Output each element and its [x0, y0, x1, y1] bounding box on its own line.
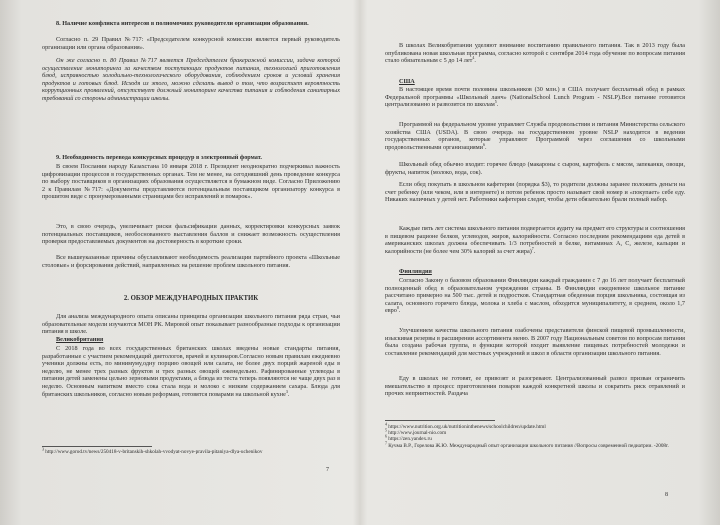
usa-paragraph: Программой на федеральном уровне управляет Служба продовольствия и питания Министерства сельского хозяйства США (USDA). В свою очередь на государственном уровне NSLP находится в ведении государственных органов, которые управляют Программой через соглашения со школьными продовольственными организациями$^6$.	[385, 121, 685, 151]
section-9-paragraph: Это, в свою очередь, увеличивает риски фальсификации данных, корректировки конкурсных заявок потенциальных поставщиков, необоснованного выставления баллов и снижает возможность осуществления проверки предоставляемых документов на достоверность в короткие сроки.	[42, 223, 340, 246]
finland-paragraph: Согласно Закону о базовом образовании Финляндии каждый гражданин с 7 до 16 лет получает бесплатный полноценный обед в образовательном учреждении страны. В Финляндии ежедневное школьное питание рассчитано примерно на 500 тыс. детей и подростков. Стандартная обеденная порция школьника, состоящая из салата, основного горячего блюда, молока и хлеба с маслом, обходится муниципалитету, в среднем, около 1,7 евро$^8$.	[385, 277, 685, 315]
section-9-paragraph: Все вышеуказанные причины обуславливают необходимость реализации партийного проекта «Школьные столовые» и форсирования действий, направленных на решение проблем школьного питания.	[42, 254, 340, 269]
right-page	[385, 0, 685, 525]
finland-heading: Финляндия	[399, 268, 432, 275]
page-number-right: 8	[665, 492, 668, 498]
footnote-6: $^6$ https://zen.yandex.ru	[385, 433, 432, 443]
usa-paragraph: В настоящее время почти половина школьников (30 млн.) в США получает бесплатный обед в рамках Федеральной программы «Школьный ланч» (NationalSchool Lunch Program - NSLP).Все питание готовится централизованно и развозится по школам$^5$.	[385, 86, 685, 109]
section-2-title: 2. ОБЗОР МЕЖДУНАРОДНЫХ ПРАКТИК	[123, 295, 259, 302]
uk-paragraph: С 2018 года во всех государственных британских школах введены новые стандарты питания, разработанные с участием рекомендаций диетологов, врачей и кулинаров.Согласно новым правилам ежедневно ученики должны есть, по минимуму,одну порцию овощей или салата, не более двух порций жареной еды в неделю, не менее трех разных фруктов и трех разных овощей еженедельно. Рафинированные углеводы в питании детей заменены цельно зерновыми продуктами, а блюда из теста теперь появляются не чаще двух раз в неделю. Основным напитком вместо сока стала вода и молоко с низким содержанием сахара. Блюда для британских школьников, согласно новым реформам, готовятся поварами на школьной кухне$^3$.	[42, 345, 340, 398]
footnote-mark: 3	[285, 388, 288, 394]
footnote-7: $^7$ Кучма В.Р., Горелова Ж.Ю. Международный опыт организации школьного питания //Вопросы современной педиатрии. -2008г.	[385, 439, 669, 449]
footnote-divider	[42, 446, 152, 447]
section-9-paragraph: В своем Послании народу Казахстана 10 января 2018 г. Президент неоднократно подчеркивал важность цифровизации процессов в государственных органах. Тем не менее, на сегодняшний день проведение конкурса по выбору поставщиков в организациях образования осуществляется в бумажном виде. Согласно Приложению 2 к Правилам №717: «Документы представляются потенциальным поставщиком организатору конкурса в прошитом виде с пронумерованными страницами без исправлений и помарок».	[42, 163, 340, 201]
usa-paragraph: Школьный обед обычно входит: горячее блюдо (макароны с сыром, картофель с мясом, запеканки, овощи, фрукты, напиток (молоко, вода, сок).	[385, 161, 685, 176]
footnote-3: $^3$ http://www.gorod.tv/news/250418-v-britanskih-shkolah-vvodyat-novye-pravila-pitaniya-dlya-uchenikov	[42, 446, 263, 455]
section-9-title: 9. Необходимость перевода конкурсных процедур в электронный формат.	[56, 154, 262, 161]
finland-paragraph: Еду в школах не готовят, ее привозят и разогревают. Централизованный развоз призван ограничить вмешательство в процесс приготовления поваров каждой конкретной школы и сократить риск отравлений и прочих неприятностей. Раздача	[385, 375, 685, 398]
finland-paragraph: Улучшением качества школьного питания озабочены представители финской пищевой промышленности, изыскивая резервы в расширении ассортимента меню. В 2007 году Национальным советом по вопросам питания была создана рабочая группа, в функции которой входит выявление пищевых потребностей молодежи и составление рекомендаций для местных учреждений и школ в области организации школьного питания.	[385, 327, 685, 357]
uk-education-paragraph: В школах Великобритании уделяют внимание воспитанию правильного питания. Так в 2013 году была опубликована новая школьная программа, согласно которой с сентября 2014 года обучение по вопросам питания стало обязательным с 5 до 14 лет$^4$.	[385, 42, 685, 65]
footnote-divider	[385, 420, 495, 421]
footnote-4: $^4$ https://www.nutrition.org.uk/nutritioninthenews/schoolchildren/update.html	[385, 421, 546, 430]
usa-paragraph: Если обед покупать в школьном кафетерии (порядка $3), то родители должны заранее положить деньги на счет ребенку (или чеком, или в интернете) и потом ребенок просто называет свой номер и «покупает» себе еду. Никаких наличных у детей нет. Работники кафетерия следят, чтобы дети обязательно брали полный набор.	[385, 181, 685, 204]
section-8-title: 8. Наличие конфликта интересов в полномочиях руководители организации образования.	[56, 20, 309, 27]
page-number-left: 7	[326, 467, 329, 473]
left-page	[42, 0, 340, 525]
footnote-5: $^5$ http://www.journal-nio.com	[385, 427, 447, 437]
section-8-paragraph: Согласно п. 29 Правил №717: «Председателем конкурсной комиссии является первый руководитель организации или органа образования».	[42, 36, 340, 51]
section-8-paragraph: Он же согласно п. 80 Правил №717 является Председателем бракеражной комиссии, задача которой осуществление мониторинга за качеством поступающих продуктов питания, технологией приготовления блюд, исправностью холодильно-технологического оборудования, соблюдением сроков и условий хранения продуктов и готовых блюд. Исходя из этого, можно сделать вывод о том, что возрастает вероятность коррупционных проявлений, отсутствует должный мониторинг качества питания и соблюдения санитарных требований со стороны администрации школы.	[42, 57, 340, 102]
uk-heading: Великобритания	[56, 336, 104, 343]
usa-heading: США	[399, 78, 415, 85]
section-2-paragraph: Для анализа международного опыта описаны принципы организации школьного питания ряда стран, чьи образовательные модели изучаются МОН РК. Мировой опыт показывает разнообразные подходы к организации питания в школе.	[42, 313, 340, 336]
usa-paragraph: Каждые пять лет система школьного питания подвергается аудиту на предмет его структуры и соотношения в пищевом рационе белков, углеводов, жиров, калорийности. Согласно последним рекомендациям еда детей в американских школах должна обеспечивать 1/3 потребностей в белке, витаминах А, С, железе, кальции и калорийности (не более чем 30% калорий за счет жира)$^7$.	[385, 225, 685, 255]
